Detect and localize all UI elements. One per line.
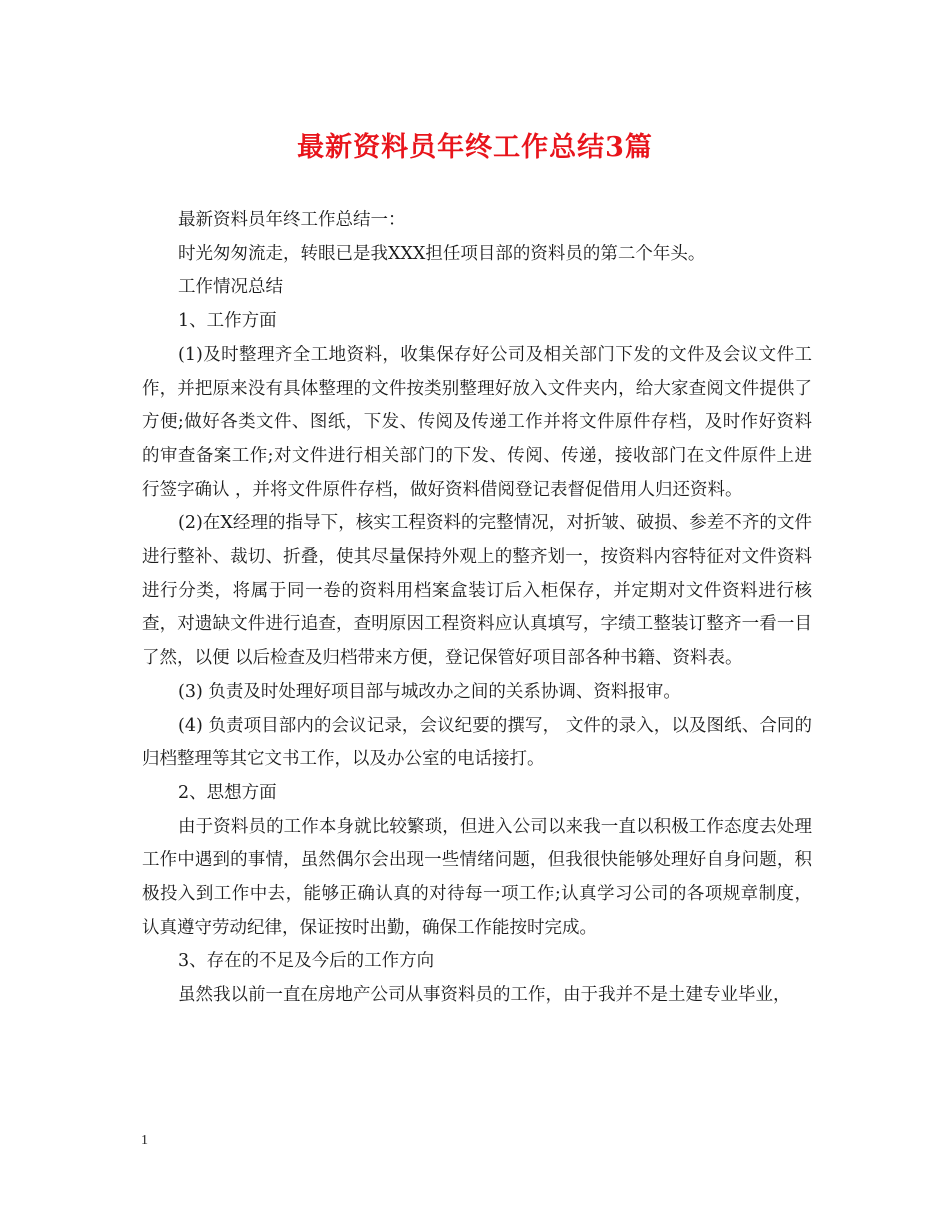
- subsection-heading-shortcomings: 3、存在的不足及今后的工作方向: [178, 951, 435, 972]
- subsection-heading-thinking: 2、思想方面: [178, 782, 277, 803]
- paragraph-intro: 时光匆匆流走，转眼已是我XXX担任项目部的资料员的第二个年头。: [178, 243, 706, 264]
- paragraph-item-3: (3) 负责及时处理好项目部与城改办之间的关系协调、资料报审。: [178, 681, 681, 702]
- paragraph-heading-1: 最新资料员年终工作总结一：: [178, 210, 406, 230]
- paragraph-item-1: (1)及时整理齐全工地资料，收集保存好公司及相关部门下发的文件及会议文件工作，并把原来没有具体整理的文件按类别整理好放入文件夹内，给大家查阅文件提供了方便;做好各类文件、图纸，下发、传阅及传递工作并将文件原件存档，及时作好资料的审查备案工作;对文件进行相关部门的下发、传阅、传递，接收部门在文件原件上进行签字确认 ，并将文件原件存档，做好资料借阅登记表督促借用人归还资料。: [142, 344, 812, 500]
- document-title: 最新资料员年终工作总结3篇: [297, 132, 653, 163]
- section-heading-work-summary: 工作情况总结: [178, 277, 283, 298]
- document-body: [142, 204, 812, 1013]
- subsection-heading-work: 1、工作方面: [178, 311, 277, 332]
- page-number: 1: [141, 1133, 148, 1148]
- paragraph-thinking: 由于资料员的工作本身就比较繁琐，但进入公司以来我一直以积极工作态度去处理工作中遇到的事情，虽然偶尔会出现一些情绪问题，但我很快能够处理好自身问题，积极投入到工作中去，能够正确认真的对待每一项工作;认真学习公司的各项规章制度，认真遵守劳动纪律，保证按时出勤，确保工作能按时完成。: [142, 816, 812, 938]
- paragraph-item-4: (4) 负责项目部内的会议记录，会议纪要的撰写， 文件的录入，以及图纸、合同的归档整理等其它文书工作，以及办公室的电话接打。: [142, 715, 812, 770]
- paragraph-shortcomings: 虽然我以前一直在房地产公司从事资料员的工作，由于我并不是土建专业毕业，: [178, 985, 791, 1006]
- paragraph-item-2: (2)在X经理的指导下，核实工程资料的完整情况，对折皱、破损、参差不齐的文件进行整补、裁切、折叠，使其尽量保持外观上的整齐划一，按资料内容特征对文件资料进行分类，将属于同一卷的资料用档案盒装订后入柜保存，并定期对文件资料进行核查，对遗缺文件进行追查，查明原因工程资料应认真填写，字绩工整装订整齐一看一目了然，以便 以后检查及归档带来方便，登记保管好项目部各种书籍、资料表。: [142, 513, 812, 669]
